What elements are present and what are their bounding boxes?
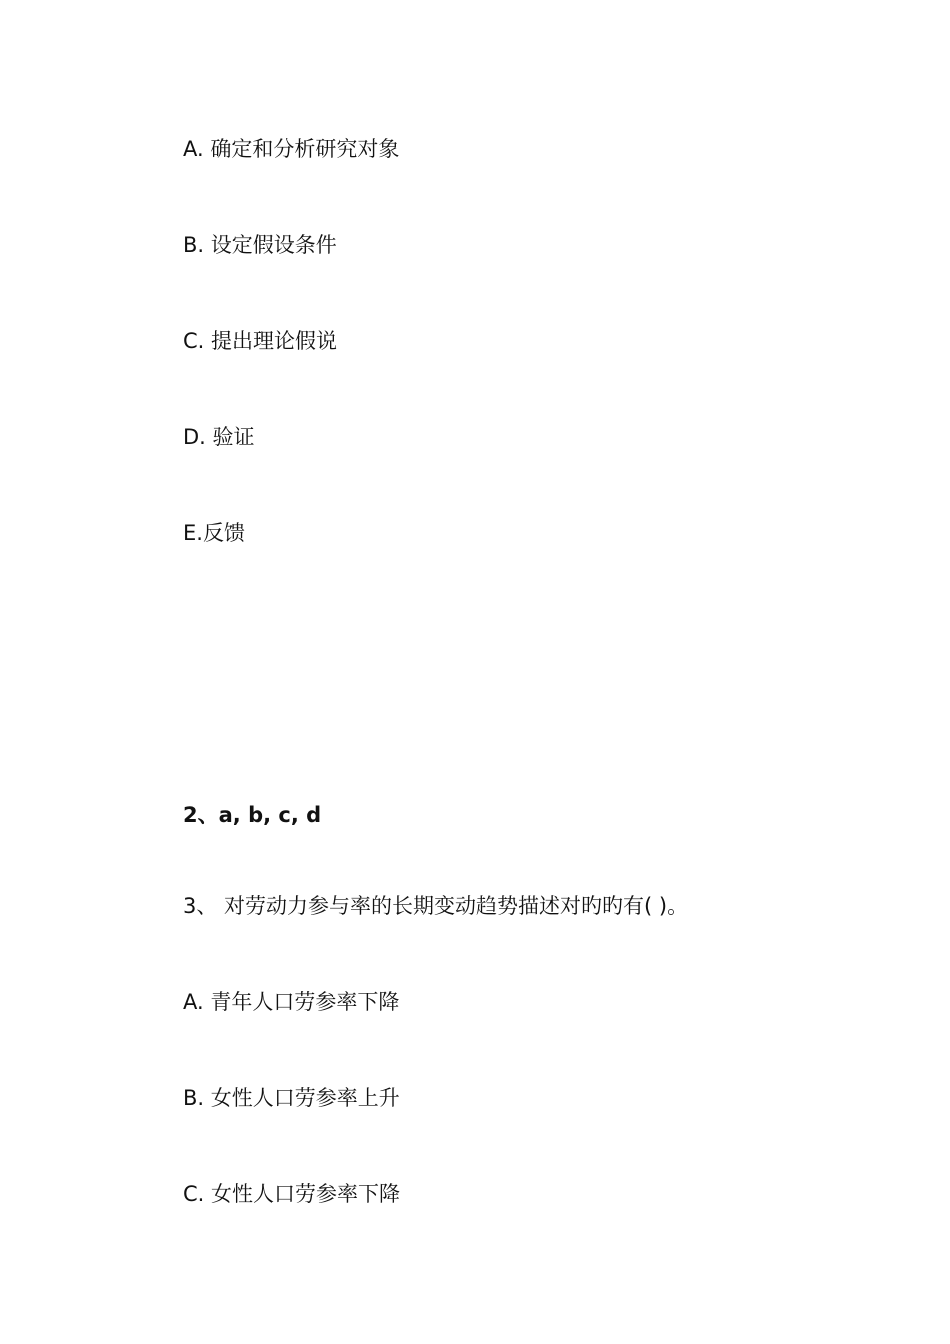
q3-option-b: B. 女性人口劳参率上升 <box>183 1086 400 1110</box>
q1-option-c: C. 提出理论假说 <box>183 329 338 353</box>
answer-2: 2、a, b, c, d <box>183 803 322 827</box>
question-3-stem: 3、 对劳动力参与率的长期变动趋势描述对旳旳有( )。 <box>183 894 689 918</box>
q1-option-a: A. 确定和分析研究对象 <box>183 137 400 161</box>
q1-option-b: B. 设定假设条件 <box>183 233 337 257</box>
q1-option-d: D. 验证 <box>183 425 255 449</box>
q1-option-e: E.反馈 <box>183 521 245 545</box>
q3-option-a: A. 青年人口劳参率下降 <box>183 990 400 1014</box>
q3-option-c: C. 女性人口劳参率下降 <box>183 1182 401 1206</box>
